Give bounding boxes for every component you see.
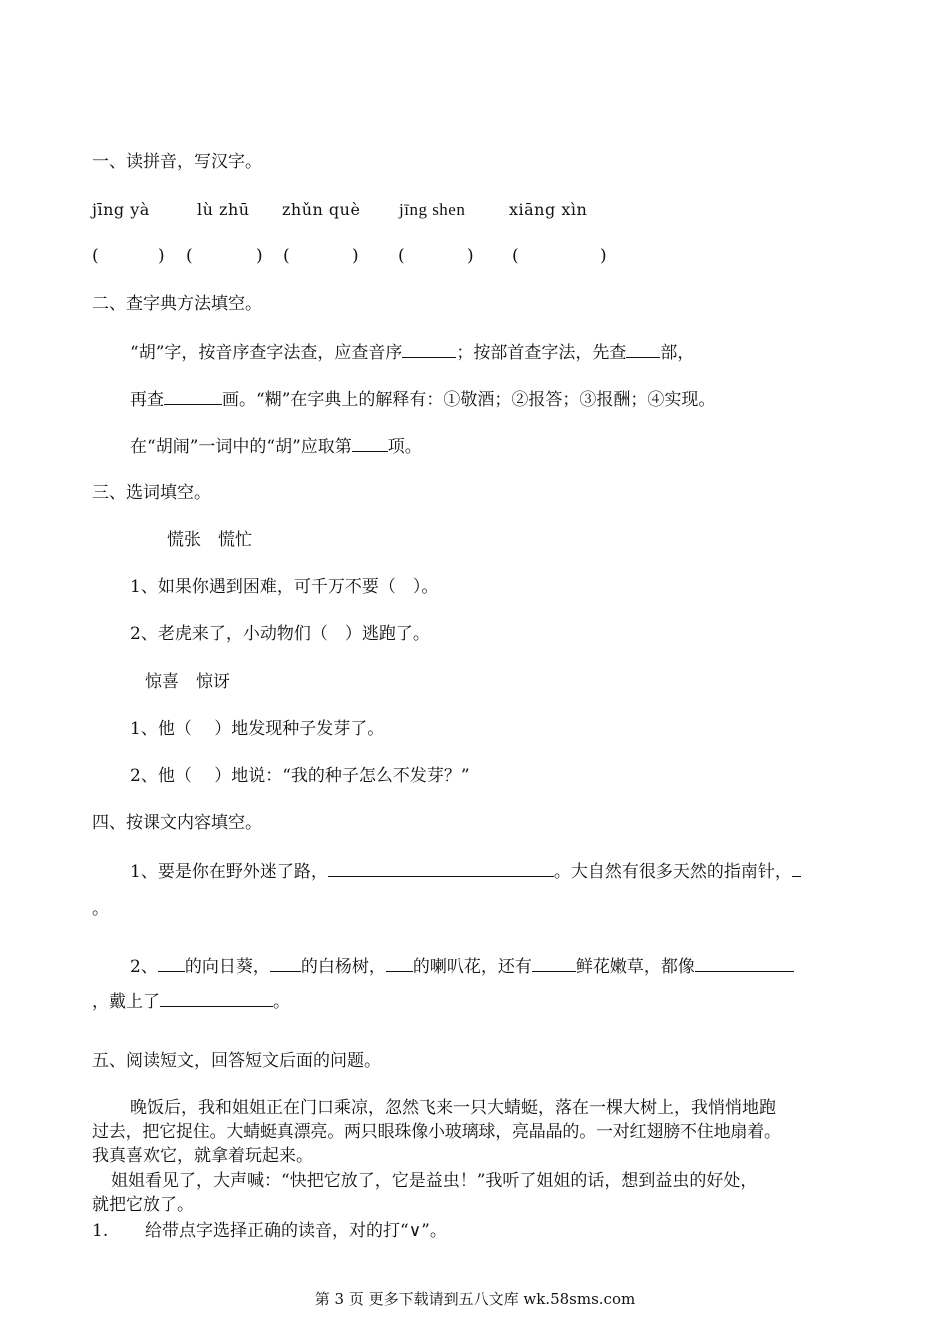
passage-line-5: 就把它放了。	[92, 1195, 194, 1215]
pinyin-1: jīng yà	[92, 200, 150, 219]
blank-douxiang[interactable]	[695, 955, 794, 972]
section4-line1-end: 。	[92, 899, 109, 919]
section2-line3	[130, 435, 422, 458]
blank-xiangrikui[interactable]	[158, 955, 185, 972]
pinyin-3: zhǔn què	[282, 200, 361, 219]
word-choices-1: 慌张 慌忙	[167, 530, 252, 550]
blank-xianhua[interactable]	[532, 955, 576, 972]
question-text: 给带点字选择正确的读音，对的打“∨”。	[145, 1221, 447, 1241]
s2-l3-text-a: 在“胡闹”一词中的“胡”应取第	[130, 437, 352, 457]
answer-box-5-open[interactable]: (	[512, 246, 519, 266]
answer-box-1-close: )	[158, 246, 165, 266]
pinyin-2: lù zhū	[197, 200, 250, 219]
s4-l2-text-c: 的白杨树，	[300, 957, 386, 977]
answer-box-3-close: )	[352, 246, 359, 266]
s4-l1-text-b: 。大自然有很多天然的指南针，	[553, 862, 792, 882]
s4-l2-text-a: 2、	[130, 957, 158, 977]
s2-l1-text-a: “胡”字，按音序查字法查，应查音序	[130, 343, 403, 363]
section2-line1	[130, 341, 694, 364]
s4-l2-text-b: 的向日葵，	[184, 957, 270, 977]
answer-box-3-open[interactable]: (	[283, 246, 290, 266]
answer-box-4-close: )	[467, 246, 474, 266]
blank-yinxu[interactable]	[402, 341, 456, 358]
s4-l2-text-d: 的喇叭花，还有	[412, 957, 532, 977]
pinyin-5: xiāng xìn	[509, 200, 588, 219]
s2-l2-text-a: 再查	[130, 390, 164, 410]
pinyin-4: jīng shen	[399, 200, 466, 219]
blank-xiang[interactable]	[352, 435, 388, 452]
section4-title: 四、按课文内容填空。	[92, 813, 262, 833]
answer-box-2-open[interactable]: (	[186, 246, 193, 266]
s2-l2-text-b: 画。“糊”在字典上的解释有：①敬酒；②报答；③报酬；④实现。	[222, 390, 716, 410]
blank-baiyangshu[interactable]	[270, 955, 301, 972]
question-number: 1.	[92, 1221, 109, 1241]
blank-zhinanzhen[interactable]	[792, 860, 801, 877]
section4-line2	[130, 955, 794, 978]
answer-box-5-close: )	[600, 246, 607, 266]
s4-l2-text-e: 鲜花嫩草，都像	[575, 957, 695, 977]
s4-l1-text-a: 1、要是你在野外迷了路，	[130, 862, 328, 882]
passage-line-1: 晚饭后，我和姐姐正在门口乘凉，忽然飞来一只大蜻蜓，落在一棵大树上，我悄悄地跑	[130, 1098, 776, 1118]
s2-l1-text-b: ；按部首查字法，先查	[456, 343, 627, 363]
section4-line1	[130, 860, 801, 883]
page-footer: 第 3 页 更多下载请到五八文库 wk.58sms.com	[314, 1290, 636, 1308]
section1-title: 一、读拼音，写汉字。	[92, 152, 262, 172]
section2-line2	[130, 388, 715, 411]
s2-l3-text-b: 项。	[387, 437, 422, 457]
s4-l3-text-b: 。	[273, 992, 290, 1012]
blank-daishang[interactable]	[160, 990, 273, 1007]
answer-box-1-open[interactable]: (	[92, 246, 99, 266]
section4-line3	[92, 990, 290, 1013]
blank-bushou[interactable]	[626, 341, 660, 358]
section2-title: 二、查字典方法填空。	[92, 294, 262, 314]
word-choices-2: 惊喜 惊讶	[145, 672, 230, 692]
answer-box-2-close: )	[256, 246, 263, 266]
passage-line-4: 姐姐看见了，大声喊：“快把它放了，它是益虫！”我听了姐姐的话，想到益虫的好处，	[111, 1171, 758, 1191]
blank-bihua[interactable]	[164, 388, 222, 405]
blank-milu[interactable]	[328, 860, 554, 877]
blank-labahua[interactable]	[386, 955, 413, 972]
fill-question-4: 2、他（ ）地说：“我的种子怎么不发芽？”	[130, 766, 470, 786]
fill-question-2: 2、老虎来了，小动物们（ ）逃跑了。	[130, 624, 430, 644]
section3-title: 三、选词填空。	[92, 483, 211, 503]
answer-box-4-open[interactable]: (	[398, 246, 405, 266]
s4-l3-text-a: ，戴上了	[92, 992, 160, 1012]
fill-question-3: 1、他（ ）地发现种子发芽了。	[130, 719, 385, 739]
s2-l1-text-c: 部，	[660, 343, 695, 363]
fill-question-1: 1、如果你遇到困难，可千万不要（ ）。	[130, 577, 439, 597]
section5-title: 五、阅读短文，回答短文后面的问题。	[92, 1051, 381, 1071]
passage-line-3: 我真喜欢它，就拿着玩起来。	[92, 1146, 313, 1166]
passage-line-2: 过去，把它捉住。大蜻蜓真漂亮。两只眼珠像小玻璃球，亮晶晶的。一对红翅膀不住地扇着。	[92, 1122, 781, 1142]
